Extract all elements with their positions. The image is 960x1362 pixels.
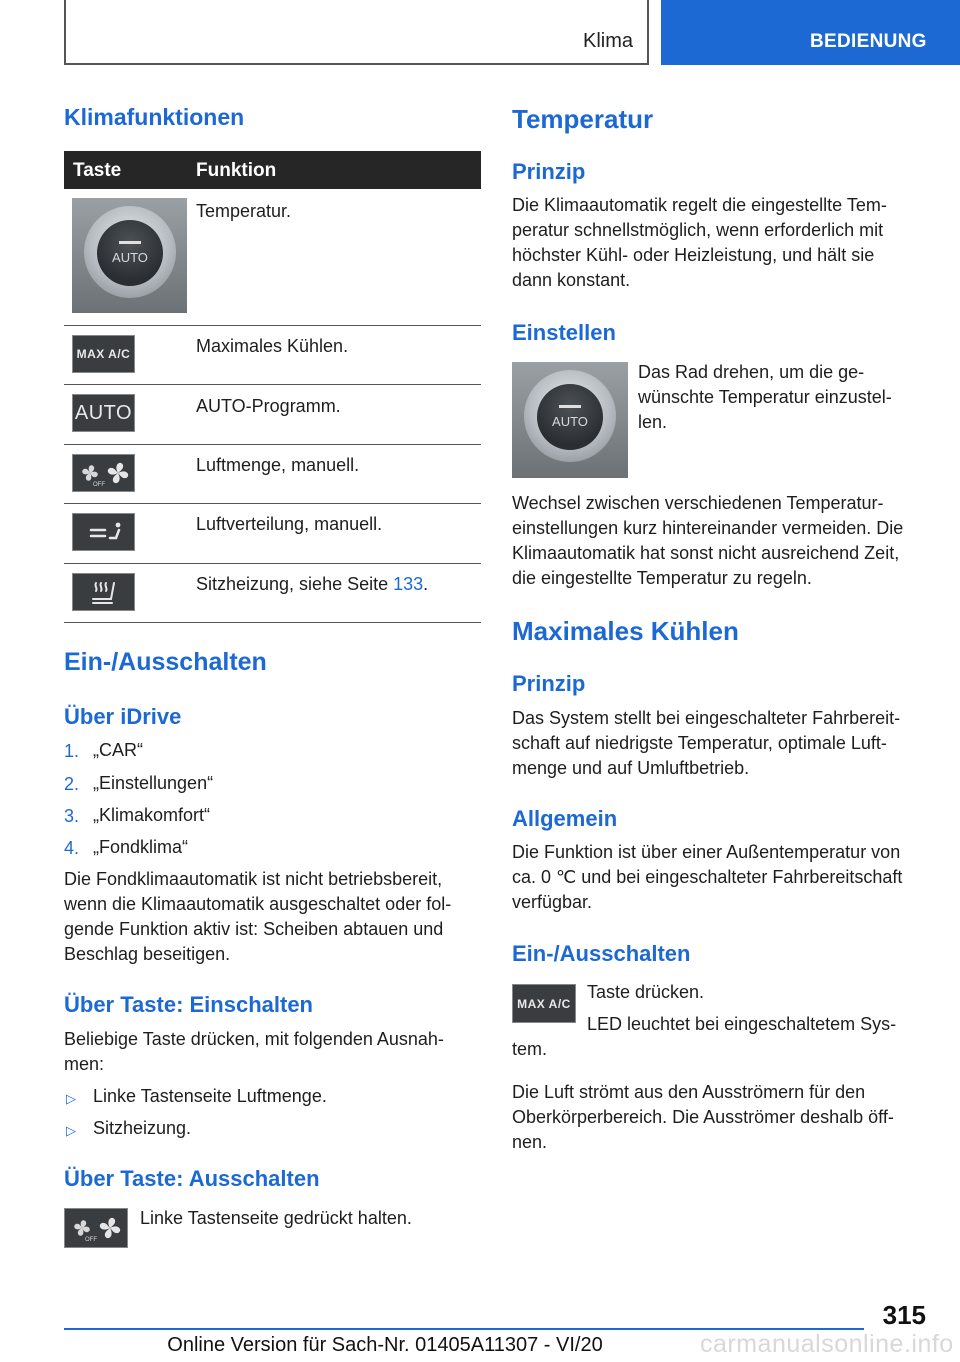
page-link-133[interactable]: 133: [393, 574, 424, 594]
step-text: „CAR“: [93, 740, 143, 760]
step-number: 3.: [64, 806, 80, 826]
prinzip2-paragraph: Das System stellt bei eingeschalteter Fahrbereit‐ schaft auf niedrigste Temperatur, optimale Luft‐ menge und auf Umluftbetrieb.: [512, 708, 901, 778]
led-text-line1: LED leuchtet bei eingeschaltetem Sys‐: [587, 1014, 897, 1034]
temperatur-title: Temperatur: [512, 104, 654, 134]
step-number: 2.: [64, 774, 80, 794]
header-tab-label: BEDIENUNG: [810, 31, 927, 52]
col-func: Funktion: [196, 160, 277, 181]
step-number: 4.: [64, 838, 80, 858]
air-distribution-button-icon: [72, 513, 135, 551]
table-divider: [64, 622, 481, 623]
step-text: „Einstellungen“: [93, 773, 214, 793]
step-text: „Fondklima“: [93, 837, 189, 857]
row-text-max-kuehlen: Maximales Kühlen.: [196, 336, 349, 356]
luft-paragraph: Die Luft strömt aus den Ausströmern für den Oberkörperbereich. Die Ausströmer deshalb öff‐ nen.: [512, 1082, 894, 1152]
fondklima-paragraph: Die Fondklimaautomatik ist nicht betriebsbereit, wenn die Klimaautomatik ausgeschaltet oder fol‐ gende Funktion aktiv ist: Scheiben abtauen und Beschlag beseitigen.: [64, 869, 452, 964]
row-text-temperatur: Temperatur.: [196, 201, 292, 221]
row-text-auto: AUTO-Programm.: [196, 396, 341, 416]
prinzip-title: Prinzip: [512, 671, 586, 696]
max-ac-button-icon: MAX A/C: [512, 984, 576, 1023]
table-divider: [64, 563, 481, 564]
press-text: Taste drücken.: [587, 982, 705, 1002]
row-text-luftmenge: Luftmenge, manuell.: [196, 455, 360, 475]
table-divider: [64, 503, 481, 504]
einstellen-title: Einstellen: [512, 320, 616, 345]
auto-button-icon: AUTO: [72, 394, 135, 432]
header-section: Klima: [582, 30, 633, 52]
idrive-title: Über iDrive: [64, 704, 182, 729]
on-title: Über Taste: Einschalten: [64, 992, 313, 1017]
page-number: 315: [882, 1300, 926, 1330]
bullet-text: Sitzheizung.: [93, 1118, 192, 1138]
row-text-luftverteilung: Luftverteilung, manuell.: [196, 514, 383, 534]
prinzip-title: Prinzip: [512, 159, 586, 184]
bullet-triangle-icon: ▷: [66, 1091, 76, 1106]
step-number: 1.: [64, 741, 80, 761]
table-divider: [64, 325, 481, 326]
header-tab: [661, 0, 960, 65]
footer-online-version: Online Version für Sach-Nr. 01405A11307 - VI/20: [167, 1334, 603, 1356]
prinzip-paragraph: Die Klimaautomatik regelt die eingestellte Tem‐ peratur schnellstmöglich, wenn erforderlich mit höchster Kühl- oder Heizleistung, und hält sie dann konstant.: [512, 195, 887, 290]
bullet-text: Linke Tastenseite Luftmenge.: [93, 1086, 327, 1106]
seat-heating-button-icon: [72, 573, 135, 611]
header-box: [64, 0, 649, 65]
table-divider: [64, 444, 481, 445]
svg-text:OFF: OFF: [92, 482, 105, 488]
off-title: Über Taste: Ausschalten: [64, 1166, 320, 1191]
table-header: [64, 151, 481, 189]
bullet-triangle-icon: ▷: [66, 1123, 76, 1138]
row-text-sitzheizung: Sitzheizung, siehe Seite 133.: [196, 574, 429, 594]
svg-text:OFF: OFF: [85, 1237, 97, 1243]
onoff2-title: Ein-/Ausschalten: [512, 941, 691, 966]
max-ac-button-icon: MAX A/C: [72, 335, 135, 373]
wechsel-paragraph: Wechsel zwischen verschiedenen Temperatur‐ einstellungen kurz hintereinander vermeiden. Die Klimaautomatik hat sonst nicht ausreichend Zeit, die eingestellte Temperatur zu regeln.: [512, 493, 904, 588]
table-divider: [64, 384, 481, 385]
klimafunktionen-title: Klimafunktionen: [64, 104, 245, 130]
fan-off-button-icon: [64, 1208, 128, 1248]
step-text: „Klimakomfort“: [93, 805, 211, 825]
allgemein-title: Allgemein: [512, 806, 618, 831]
off-text: Linke Tastenseite gedrückt halten.: [140, 1208, 412, 1228]
allgemein-paragraph: Die Funktion ist über einer Außentemperatur von ca. 0 ℃ und bei eingeschalteter Fahrbereitschaft verfügbar.: [512, 842, 903, 912]
fan-off-button-icon: [72, 454, 135, 492]
max-kuehlen-title: Maximales Kühlen: [512, 616, 739, 646]
col-key: Taste: [73, 160, 122, 181]
temperature-knob-icon: AUTO: [512, 362, 628, 478]
onoff-title: Ein-/Ausschalten: [64, 648, 267, 676]
on-paragraph: Beliebige Taste drücken, mit folgenden Ausnah‐ men:: [64, 1029, 444, 1074]
watermark: carmanualsonline.info: [700, 1330, 954, 1358]
temperature-knob-icon: AUTO: [72, 198, 187, 313]
einstellen-paragraph: Das Rad drehen, um die ge‐ wünschte Temperatur einzustel‐ len.: [638, 362, 892, 432]
led-text-line2: tem.: [512, 1039, 548, 1059]
